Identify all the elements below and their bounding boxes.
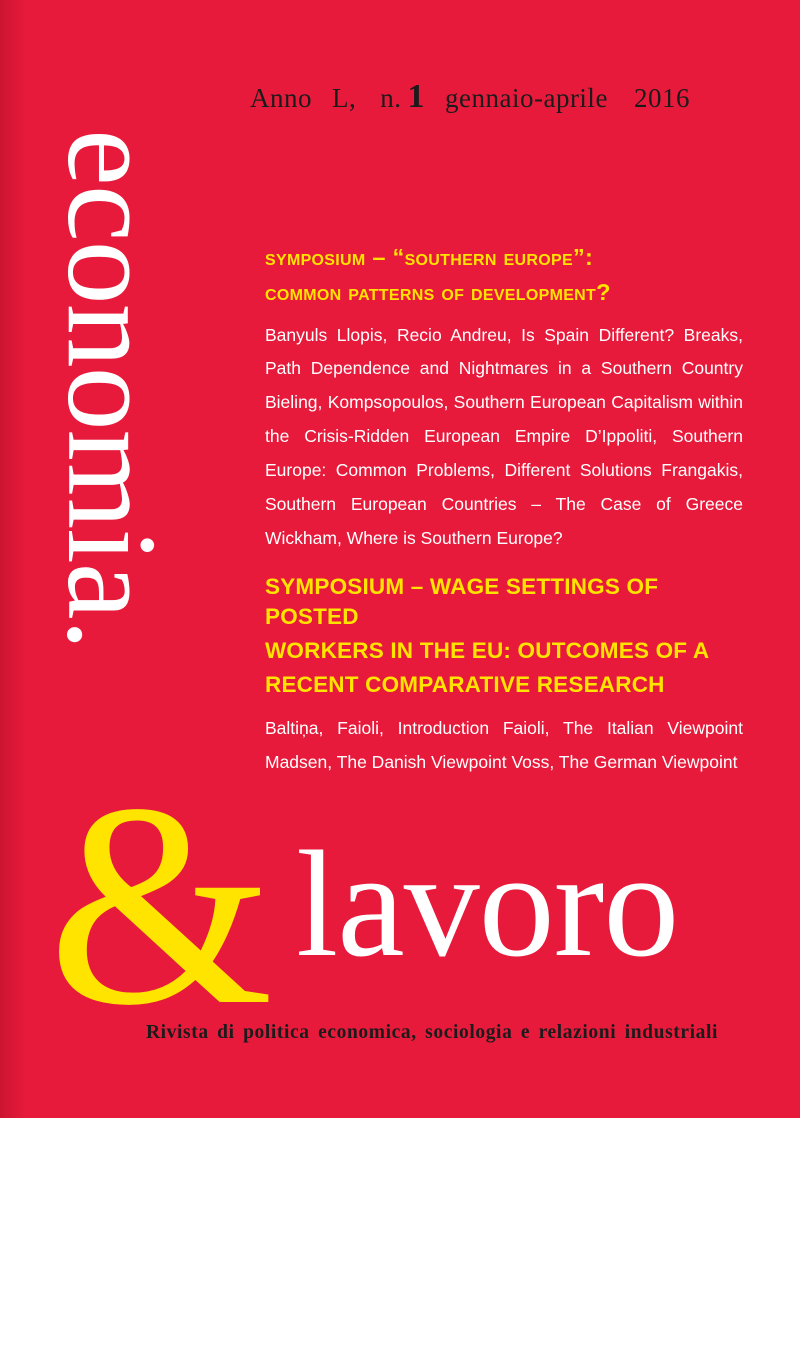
journal-ampersand: & [48,744,274,1065]
issue-number: 1 [407,78,425,115]
issue-line [250,78,760,116]
symposium-1-heading-line-1: symposium – “southern europe”: [265,244,594,270]
symposium-2-entries: Baltiņa, Faioli, Introduction Faioli, The Italian Viewpoint Madsen, The Danish Viewpoint Voss, The German Viewpoint [265,717,743,772]
symposium-2-heading-line-1: SYMPOSIUM – WAGE SETTINGS OF POSTED [265,574,659,629]
issue-number-label: n. [380,83,402,113]
issue-period: gennaio-aprile [445,83,608,113]
issue-volume: L, [332,83,357,113]
journal-subtitle: Rivista di politica economica, sociologia e relazioni industriali [145,1022,719,1043]
journal-title-lavoro: lavoro [296,820,679,988]
reflection-fade-overlay [0,1118,800,1347]
symposium-2-heading-line-2: WORKERS IN THE EU: OUTCOMES OF A [265,637,710,663]
issue-year: 2016 [633,83,690,113]
symposium-1-heading-line-2: common patterns of development? [265,279,611,306]
symposium-2-heading-line-3: RECENT COMPARATIVE RESEARCH [265,671,665,697]
issue-anno-label: Anno [250,83,312,113]
symposium-1-entries: Banyuls Llopis, Recio Andreu, Is Spain Different? Breaks, Path Dependence and Nightmares in a Southern Country Bieling, Kompsopoulos, Southern European Capitalism within the Crisis-Ridden European Empire D’Ippoliti, Southern Europe: Common Problems, Different Solutions Frangakis, Southern European Countries – The Case of Greece Wickham, Where is Southern Europe? [265,324,743,549]
contents-block [265,242,743,790]
cover-reflection [0,1118,800,1347]
journal-title-vertical: economia. [41,129,183,650]
